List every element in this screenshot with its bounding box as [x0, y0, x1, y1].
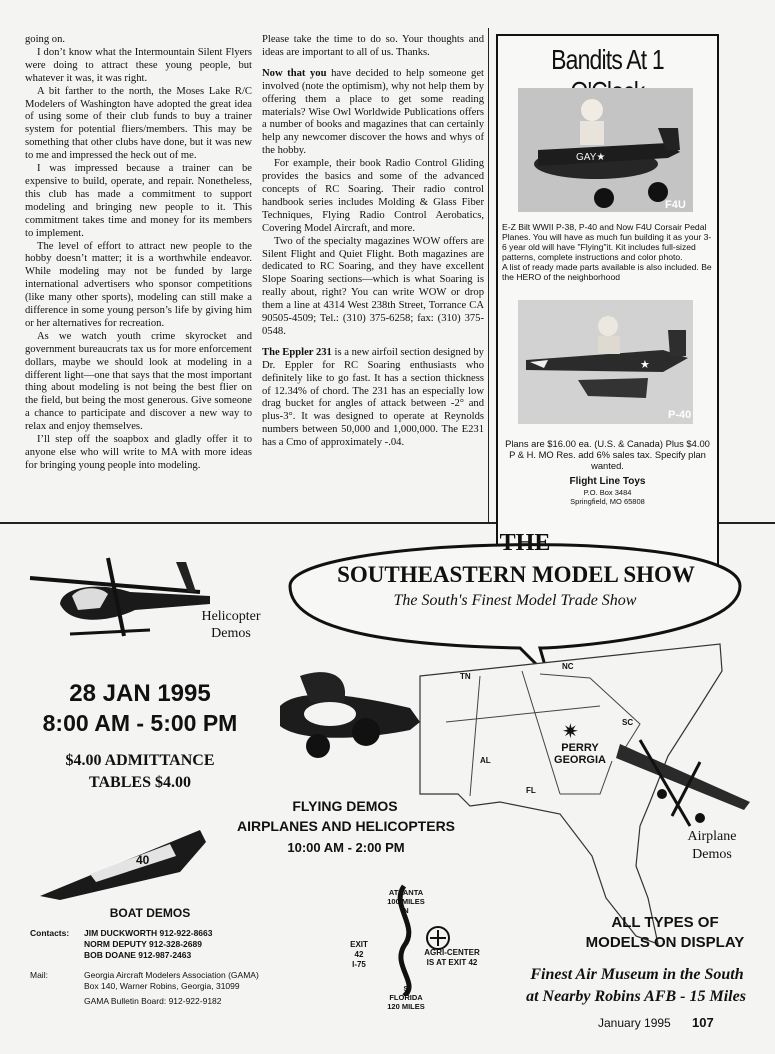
article-paragraph: As we watch youth crime skyrocket and government bureaucrats tax us for more enforcement dollars, maybe we should look at modeling in a different light—one that says that the most important thing about modeling is not being the best flier on the field, but being the most generous. Give someone a chance to participate and discover a new way to relax and enjoy themselves.: [25, 330, 252, 433]
footer-issue: January 1995: [598, 1016, 671, 1030]
exit-number: 42: [354, 950, 364, 959]
ad-address-2: Springfield, MO 65808: [570, 497, 645, 506]
article-column-1: [25, 34, 252, 473]
florida-miles: 120 MILES: [387, 1002, 425, 1011]
mail-address: [84, 970, 259, 992]
article-paragraph: I’ll step off the soapbox and gladly offer it to anyone else who will write to MA with more ideas for bringing young people into modeling.: [25, 434, 252, 471]
svg-text:★: ★: [640, 359, 650, 371]
bulletin-board: GAMA Bulletin Board: 912-922-9182: [84, 996, 222, 1006]
contacts-list: [84, 928, 212, 961]
bold-lead: Now that you: [262, 67, 327, 79]
show-tagline: The South's Finest Model Trade Show: [393, 592, 637, 609]
all-types-line-1: ALL TYPES OF: [611, 914, 719, 931]
page-number: 107: [692, 1015, 714, 1030]
map-label-georgia: GEORGIA: [554, 754, 606, 766]
show-time: 8:00 AM - 5:00 PM: [42, 710, 238, 736]
map-label-nc: NC: [562, 662, 574, 671]
florida-label: FLORIDA: [389, 993, 423, 1002]
all-types-line-2: MODELS ON DISPLAY: [585, 934, 745, 951]
show-date: 28 JAN 1995: [69, 680, 211, 707]
directions-agri: [412, 948, 492, 968]
directions-florida: [376, 984, 436, 1011]
speedboat-illustration: [40, 830, 206, 900]
photo-tag: F4U: [665, 199, 686, 211]
p40-pedal-plane-image: [518, 300, 693, 424]
contact-item: JIM DUCKWORTH 912-922-8663: [84, 928, 213, 938]
helicopter-illustration: [30, 558, 210, 636]
article-paragraph: A bit farther to the north, the Moses Lake R/C Modelers of Washington have adopted the great idea of using some of their club funds to buy a trainer system for potential fliers/members. This may be something that other clubs have done, but it was new to me and impressed the heck out of me.: [25, 85, 252, 162]
article-paragraph: The Eppler 231 is a new airfoil section designed by Dr. Eppler for RC Soaring enthusiasts who definitely like to go fast. It has a section thickness of 12.34% of chord. The 231 has an especially low drag bucket for angles of attack between -2° and plus-3°. It was designed to operate at Reynolds numbers between 50,000 and 1,000,000. The E231 has a Cmo of approximately -.04.: [262, 346, 484, 449]
contact-item: NORM DEPUTY 912-328-2689: [84, 939, 202, 949]
museum-line-2: at Nearby Robins AFB - 15 Miles: [526, 988, 746, 1005]
corsair-pedal-plane-image: [518, 88, 693, 212]
flying-demos-heading: FLYING DEMOS: [292, 798, 398, 814]
directions-exit: [344, 940, 374, 970]
article-paragraph: I don’t know what the Intermountain Silent Flyers were doing to attract these young people, but whatever it was, it was right.: [25, 46, 252, 84]
ad-description-2: A list of ready made parts available is also included. Be the HERO of the neighborhood: [502, 262, 712, 282]
map-label-fl: FL: [526, 786, 536, 795]
ad-company: Flight Line Toys: [569, 476, 646, 487]
boat-hull-number: 40: [136, 853, 150, 867]
ad-description: E-Z Bilt WWII P-38, P-40 and Now F4U Corsair Pedal Planes. You will have as much fun building it as your 3-6 year old will have "Flying"it. Kit includes full-sized patterns, complete instructions and color photo.: [502, 222, 712, 262]
contact-item: BOB DOANE 912-987-2463: [84, 950, 192, 960]
show-title-the: THE: [499, 530, 551, 556]
admittance: $4.00 ADMITTANCE: [65, 752, 215, 769]
ad-body: [502, 222, 715, 282]
exit-road: I-75: [352, 960, 366, 969]
ad-address-1: P.O. Box 3484: [583, 488, 632, 497]
ad-title: Bandits At 1: [551, 44, 664, 75]
agri-center-label: AGRI-CENTER: [424, 948, 480, 957]
column-divider: [488, 28, 489, 524]
tables-price: TABLES $4.00: [89, 774, 191, 791]
mail-label: Mail:: [30, 970, 48, 980]
bandits-ad: [496, 34, 719, 598]
bold-lead: The Eppler 231: [262, 346, 332, 358]
article-paragraph: going on.: [25, 34, 66, 45]
mail-line: Box 140, Warner Robins, Georgia, 31099: [84, 981, 240, 991]
photo-tag: P-40: [668, 409, 692, 421]
map-label-tn: TN: [460, 672, 471, 681]
directions-atlanta: [376, 888, 436, 915]
article-paragraph: For example, their book Radio Control Gliding provides the basics and some of the advanced concepts of RC Soaring. Their radio control handbook series includes Molding & Glass Fiber Techniques, Flying Radio Control Aerobatics, Covering Model Aircraft, and more.: [262, 158, 484, 234]
flying-demos-time: 10:00 AM - 2:00 PM: [287, 840, 405, 855]
show-title: SOUTHEASTERN MODEL SHOW: [337, 562, 695, 587]
map-label-sc: SC: [622, 718, 634, 727]
contacts-label: Contacts:: [30, 928, 70, 938]
article-paragraph: The level of effort to attract new people to the hobby doesn’t matter; it is a worthwhile endeavor. While modeling may not be funded by large international advertisers who sponsor competitions (like many other sports), modeling can still make a difference in some young person’s life by giving him or her alternatives for recreation.: [25, 240, 252, 329]
p40-photo: [518, 300, 693, 424]
ad-price: Plans are $16.00 ea. (U.S. & Canada) Plus $4.00 P & H. MO Res. add 6% sales tax. Specify plan wanted.: [505, 438, 710, 471]
corsair-photo: [518, 88, 693, 212]
boat-demos-label: BOAT DEMOS: [109, 906, 191, 920]
helicopter-demos-label: Helicopter Demos: [201, 609, 261, 641]
atlanta-miles: 100 MILES: [387, 897, 425, 906]
compass-south: S: [403, 984, 409, 993]
article-column-2: [262, 34, 484, 450]
map-label-perry: PERRY: [561, 742, 599, 754]
atlanta-label: ATLANTA: [388, 888, 424, 897]
article-paragraph: Please take the time to do so. Your thoughts and ideas are important to all of us. Thanks.: [262, 34, 484, 58]
article-paragraph: I was impressed because a trainer can be expensive to build, operate, and repair. Nonetheless, this club has made a commitment to support modeling and bringing new people to it. This commitment takes time and money for its members to implement.: [25, 163, 252, 239]
airplane-demos-label: Airplane Demos: [687, 829, 737, 862]
map-label-al: AL: [480, 756, 491, 765]
agri-center-exit: IS AT EXIT 42: [426, 958, 478, 967]
exit-label: EXIT: [350, 940, 368, 949]
compass-north: N: [403, 906, 409, 915]
article-paragraph: Two of the specialty magazines WOW offers are Silent Flight and Quiet Flight. Both magazines are dedicated to RC Soaring, and they have excellent Slope Soaring sections—which is what Soaring is really about, right? You can write WOW or drop them a line at 4314 West 238th Street, Torrance CA 90505-4509; Tel.: (310) 375-6258; fax: (310) 375-0548.: [262, 235, 484, 337]
svg-text:✷: ✷: [562, 719, 579, 743]
museum-line-1: Finest Air Museum in the South: [530, 966, 744, 983]
racer-plane-illustration: [280, 672, 420, 758]
article-paragraph: Now that you have decided to help someone get involved (note the optimism), why not help them by offering them a place to get some reading materials? Wise Owl Worldwide Publications offers a number of books and magazines that can certainly help any newcomer discover the hows and whys of the hobby.: [262, 67, 484, 157]
mail-line: Georgia Aircraft Modelers Association (GAMA): [84, 970, 259, 980]
plane-marking: GAY★: [576, 152, 606, 163]
flying-demos-subheading: AIRPLANES AND HELICOPTERS: [236, 818, 456, 834]
